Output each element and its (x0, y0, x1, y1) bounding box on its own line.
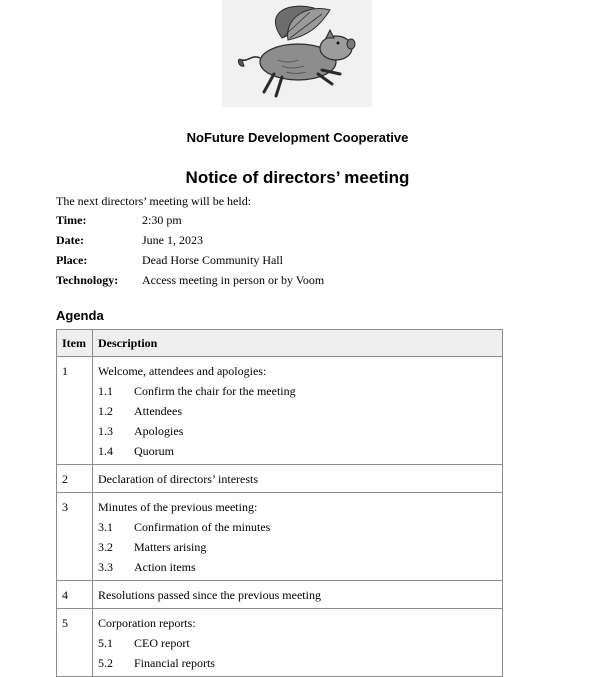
sub-item-text: Confirm the chair for the meeting (134, 384, 296, 398)
item-number-text: 5 (62, 616, 68, 630)
sub-item-number: 1.3 (98, 424, 113, 438)
detail-row-date (56, 232, 324, 252)
item-number (57, 465, 93, 493)
detail-label: Date: (56, 233, 84, 247)
intro-text: The next directors’ meeting will be held: (56, 194, 252, 208)
sub-item-text: CEO report (134, 636, 190, 650)
sub-item (98, 559, 497, 575)
flying-pig-logo (222, 0, 372, 107)
detail-row-technology (56, 272, 324, 292)
item-description (93, 493, 503, 581)
table-row (57, 465, 503, 493)
sub-item-number: 1.2 (98, 404, 113, 418)
item-number (57, 609, 93, 677)
detail-label: Technology: (56, 273, 119, 287)
sub-item-text: Quorum (134, 444, 174, 458)
detail-value: Access meeting in person or by Voom (142, 273, 325, 287)
agenda-heading: Agenda (56, 308, 104, 323)
flying-pig-icon (222, 0, 372, 107)
item-description (93, 609, 503, 677)
detail-value: 2:30 pm (142, 213, 182, 227)
item-number (57, 493, 93, 581)
sub-item-number: 1.4 (98, 444, 113, 458)
item-text: Resolutions passed since the previous meeting (98, 588, 321, 602)
column-header-item: Item (57, 330, 93, 357)
sub-item-number: 3.1 (98, 520, 113, 534)
column-header-description: Description (93, 330, 503, 357)
sub-item (98, 655, 497, 671)
item-description (93, 357, 503, 465)
item-description (93, 581, 503, 609)
detail-row-time (56, 212, 324, 232)
sub-item-text: Attendees (134, 404, 182, 418)
item-number (57, 357, 93, 465)
sub-item (98, 635, 497, 651)
sub-item-number: 1.1 (98, 384, 113, 398)
agenda-table (56, 329, 503, 677)
sub-item (98, 383, 497, 399)
organization-name: NoFuture Development Cooperative (186, 130, 409, 145)
page-title: Notice of directors’ meeting (185, 168, 410, 187)
item-number-text: 1 (62, 364, 68, 378)
detail-label: Time: (56, 213, 87, 227)
item-number (57, 581, 93, 609)
sub-item-number: 5.1 (98, 636, 113, 650)
meeting-details (56, 212, 324, 292)
table-row (57, 493, 503, 581)
table-row (57, 581, 503, 609)
item-text: Corporation reports: (98, 616, 196, 630)
detail-value: Dead Horse Community Hall (142, 253, 283, 267)
sub-item-number: 3.3 (98, 560, 113, 574)
table-row (57, 609, 503, 677)
item-text: Declaration of directors’ interests (98, 472, 259, 486)
item-number-text: 3 (62, 500, 68, 514)
sub-item-text: Action items (134, 560, 196, 574)
agenda-header-row (57, 330, 503, 357)
detail-row-place (56, 252, 324, 272)
sub-item (98, 443, 497, 459)
item-description (93, 465, 503, 493)
item-text: Minutes of the previous meeting: (98, 500, 258, 514)
sub-item (98, 539, 497, 555)
sub-item (98, 403, 497, 419)
sub-item-number: 3.2 (98, 540, 113, 554)
sub-item-number: 5.2 (98, 656, 113, 670)
sub-item-text: Apologies (134, 424, 184, 438)
sub-item-text: Financial reports (134, 656, 215, 670)
sub-item (98, 519, 497, 535)
detail-value: June 1, 2023 (142, 233, 203, 247)
sub-item (98, 423, 497, 439)
table-row (57, 357, 503, 465)
detail-label: Place: (56, 253, 88, 267)
item-number-text: 2 (62, 472, 68, 486)
sub-item-text: Matters arising (134, 540, 207, 554)
sub-item-text: Confirmation of the minutes (134, 520, 271, 534)
item-number-text: 4 (62, 588, 68, 602)
item-text: Welcome, attendees and apologies: (98, 364, 267, 378)
